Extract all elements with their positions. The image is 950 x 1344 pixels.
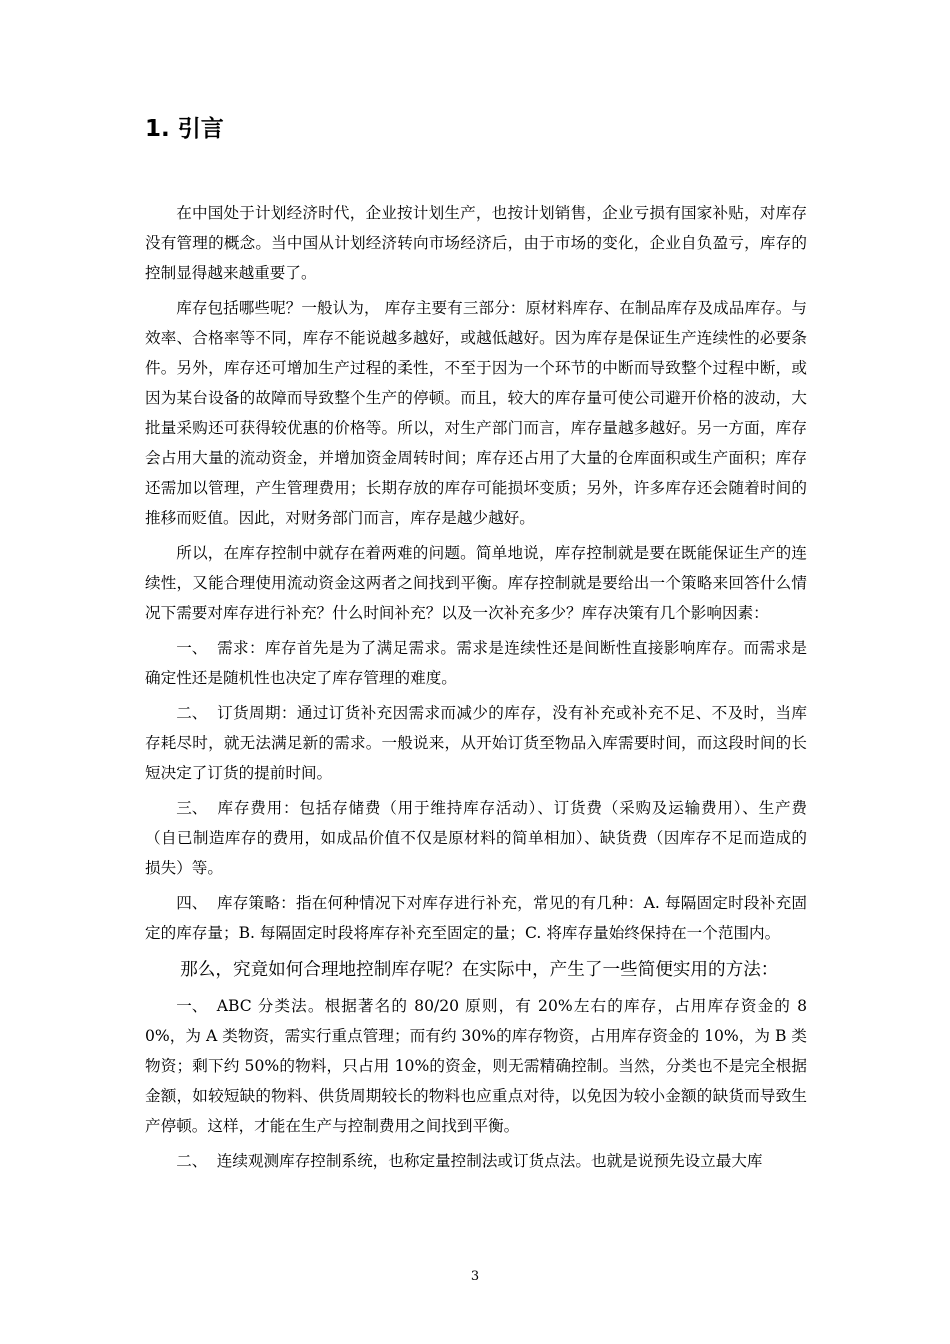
paragraph bbox=[145, 953, 807, 987]
list-item-text: ABC 分类法。根据著名的 80/20 原则，有 20%左右的库存，占用库存资金的 80%，为 A 类物资，需实行重点管理；而有约 30%的库存物资，占用库存资金的 10%，为 B 类物资；剩下约 50%的物料，只占用 10%的资金，则无需精确控制。当然，分类也不是完全根据金额，如较短缺的物料、供货周期较长的物料也应重点对待，以免因为较小金额的缺货而导致生产停顿。这样，才能在生产与控制费用之间找到平衡。 bbox=[145, 997, 807, 1135]
list-item bbox=[145, 793, 807, 883]
list-item bbox=[145, 633, 807, 693]
paragraph-text: 所以，在库存控制中就存在着两难的问题。简单地说，库存控制就是要在既能保证生产的连续性，又能合理使用流动资金这两者之间找到平衡。库存控制就是要给出一个策略来回答什么情况下需要对库存进行补充？什么时间补充？以及一次补充多少？库存决策有几个影响因素： bbox=[145, 544, 807, 622]
paragraph-text: 库存包括哪些呢？一般认为， 库存主要有三部分：原材料库存、在制品库存及成品库存。与效率、合格率等不同，库存不能说越多越好，或越低越好。因为库存是保证生产连续性的必要条件。另外，库存还可增加生产过程的柔性，不至于因为一个环节的中断而导致整个过程中断，或因为某台设备的故障而导致整个生产的停顿。而且，较大的库存量可使公司避开价格的波动，大批量采购还可获得较优惠的价格等。所以，对生产部门而言，库存量越多越好。另一方面，库存会占用大量的流动资金，并增加资金周转时间；库存还占用了大量的仓库面积或生产面积；库存还需加以管理，产生管理费用；长期存放的库存可能损坏变质；另外，许多库存还会随着时间的推移而贬值。因此，对财务部门而言，库存是越少越好。 bbox=[145, 299, 807, 527]
paragraph-text: 那么，究竟如何合理地控制库存呢？在实际中，产生了一些简便实用的方法： bbox=[180, 960, 779, 980]
page-number: 3 bbox=[470, 1269, 480, 1284]
list-marker: 一、 bbox=[176, 997, 208, 1015]
list-item-text: 库存费用：包括存储费（用于维持库存活动）、订货费（采购及运输费用）、生产费（自已制造库存的费用，如成品价值不仅是原材料的简单相加）、缺货费（因库存不足而造成的损失）等。 bbox=[145, 799, 807, 877]
paragraph-text: 在中国处于计划经济时代，企业按计划生产，也按计划销售，企业亏损有国家补贴，对库存没有管理的概念。当中国从计划经济转向市场经济后，由于市场的变化，企业自负盈亏，库存的控制显得越来越重要了。 bbox=[145, 204, 807, 282]
body-text bbox=[145, 198, 807, 1181]
list-marker: 二、 bbox=[176, 704, 208, 722]
list-item-text: 连续观测库存控制系统，也称定量控制法或订货点法。也就是说预先设立最大库 bbox=[216, 1152, 763, 1170]
list-item bbox=[145, 698, 807, 788]
list-marker: 四、 bbox=[176, 894, 208, 912]
paragraph bbox=[145, 538, 807, 628]
list-item-text: 需求：库存首先是为了满足需求。需求是连续性还是间断性直接影响库存。而需求是确定性还是随机性也决定了库存管理的难度。 bbox=[145, 639, 807, 687]
list-item bbox=[145, 1146, 807, 1176]
paragraph bbox=[145, 293, 807, 533]
paragraph bbox=[145, 198, 807, 288]
list-item bbox=[145, 991, 807, 1141]
list-marker: 一、 bbox=[176, 639, 208, 657]
list-marker: 三、 bbox=[176, 799, 208, 817]
list-item bbox=[145, 888, 807, 948]
list-item-text: 库存策略：指在何种情况下对库存进行补充，常见的有几种：A. 每隔固定时段补充固定的库存量；B. 每隔固定时段将库存补充至固定的量；C. 将库存量始终保持在一个范围内。 bbox=[145, 894, 807, 942]
list-marker: 二、 bbox=[176, 1152, 208, 1170]
section-heading: 1. 引言 bbox=[145, 116, 224, 142]
list-item-text: 订货周期：通过订货补充因需求而减少的库存，没有补充或补充不足、不及时，当库存耗尽时，就无法满足新的需求。一般说来，从开始订货至物品入库需要时间，而这段时间的长短决定了订货的提前时间。 bbox=[145, 704, 807, 782]
